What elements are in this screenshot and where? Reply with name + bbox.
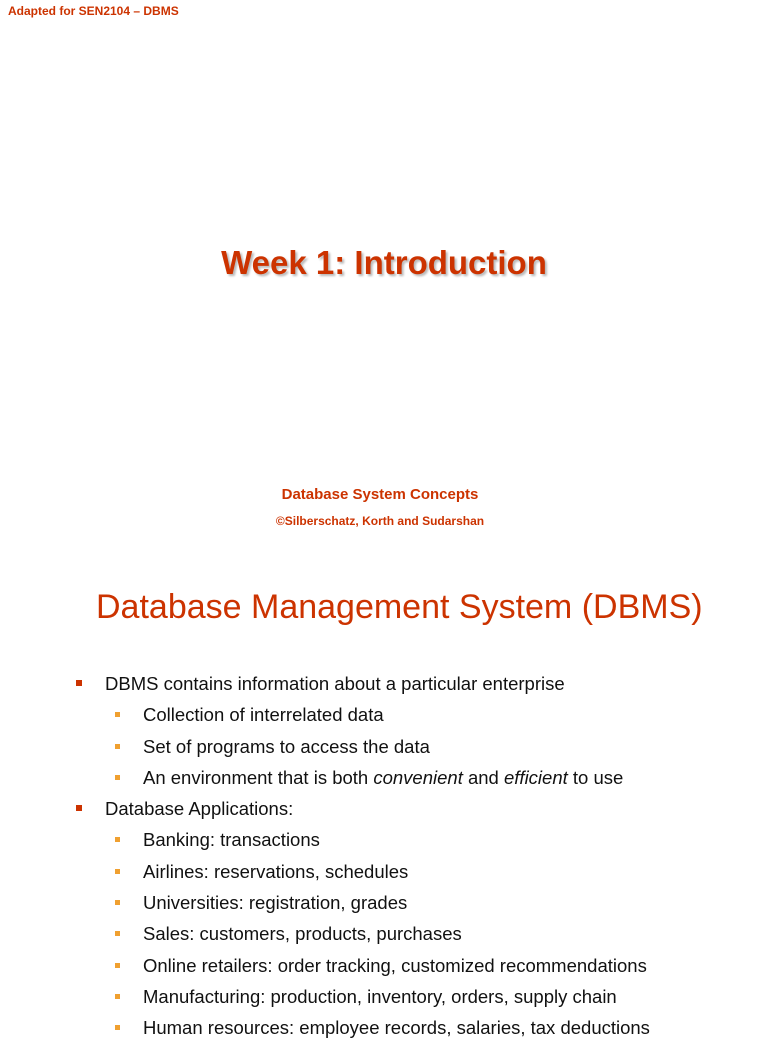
small-square-bullet-icon xyxy=(115,931,120,936)
list-item: Banking: transactions xyxy=(0,826,650,857)
bullet-list xyxy=(0,670,650,1046)
list-item: Human resources: employee records, salaries, tax deductions xyxy=(0,1014,650,1045)
list-item: An environment that is both convenient and efficient to use xyxy=(0,764,650,795)
header-note: Adapted for SEN2104 – DBMS xyxy=(8,4,179,18)
list-item: Sales: customers, products, purchases xyxy=(0,920,650,951)
list-item: Database Applications: xyxy=(0,795,650,826)
content-slide-title: Database Management System (DBMS) xyxy=(96,588,703,626)
square-bullet-icon xyxy=(76,805,82,811)
small-square-bullet-icon xyxy=(115,869,120,874)
square-bullet-icon xyxy=(76,680,82,686)
list-item: DBMS contains information about a particular enterprise xyxy=(0,670,650,701)
list-item: Set of programs to access the data xyxy=(0,733,650,764)
copyright-line: ©Silberschatz, Korth and Sudarshan xyxy=(275,514,485,528)
list-item: Collection of interrelated data xyxy=(0,701,650,732)
small-square-bullet-icon xyxy=(115,1025,120,1030)
small-square-bullet-icon xyxy=(115,900,120,905)
list-item: Universities: registration, grades xyxy=(0,889,650,920)
slide-title: Week 1: Introduction xyxy=(221,244,547,281)
small-square-bullet-icon xyxy=(115,775,120,780)
small-square-bullet-icon xyxy=(115,837,120,842)
small-square-bullet-icon xyxy=(115,963,120,968)
content-slide xyxy=(0,576,768,1039)
book-title: Database System Concepts xyxy=(281,486,479,503)
list-item: Manufacturing: production, inventory, orders, supply chain xyxy=(0,983,650,1014)
small-square-bullet-icon xyxy=(115,712,120,717)
list-item: Airlines: reservations, schedules xyxy=(0,858,650,889)
small-square-bullet-icon xyxy=(115,994,120,999)
list-item: Online retailers: order tracking, customized recommendations xyxy=(0,952,650,983)
small-square-bullet-icon xyxy=(115,744,120,749)
